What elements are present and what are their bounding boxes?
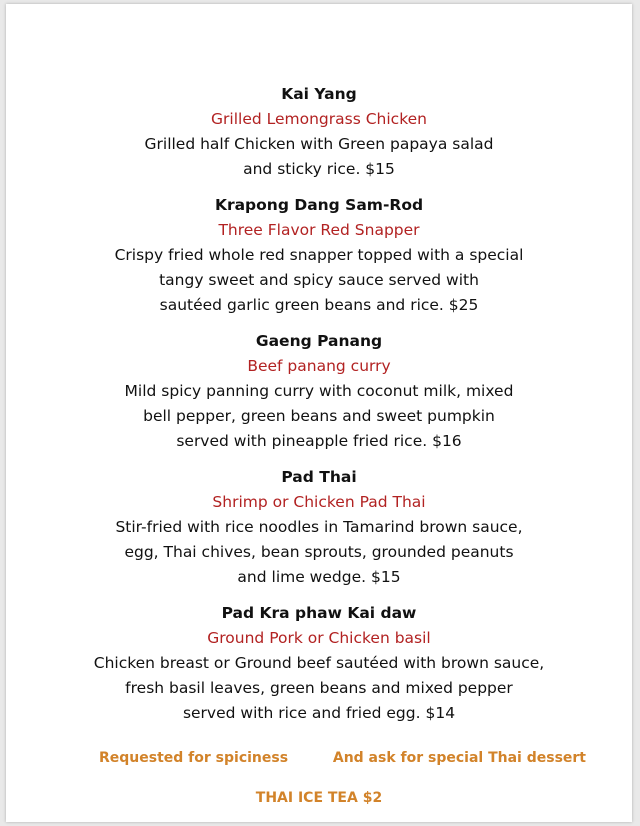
item-subtitle: Beef panang curry — [247, 357, 391, 375]
item-description — [6, 651, 632, 726]
menu-item — [6, 329, 632, 454]
menu-list — [6, 82, 632, 737]
menu-item — [6, 465, 632, 590]
item-subtitle: Shrimp or Chicken Pad Thai — [212, 493, 426, 511]
item-name: Gaeng Panang — [255, 332, 383, 350]
item-description — [6, 243, 632, 318]
menu-page — [6, 4, 632, 822]
item-description-line: Chicken breast or Ground beef sautéed with brown sauce, — [93, 654, 545, 672]
item-description-line: and sticky rice. $15 — [243, 160, 395, 178]
item-description-line: Grilled half Chicken with Green papaya salad — [144, 135, 494, 153]
item-description — [6, 515, 632, 590]
item-description — [6, 132, 632, 182]
item-description-line: tangy sweet and spicy sauce served with — [159, 271, 479, 289]
item-description — [6, 379, 632, 454]
menu-item — [6, 193, 632, 318]
item-name: Krapong Dang Sam-Rod — [214, 196, 424, 214]
item-description-line: Mild spicy panning curry with coconut milk, mixed — [124, 382, 514, 400]
menu-item — [6, 82, 632, 182]
item-description-line: Stir-fried with rice noodles in Tamarind brown sauce, — [115, 518, 523, 536]
item-name: Pad Thai — [281, 468, 357, 486]
item-description-line: served with pineapple fried rice. $16 — [176, 432, 462, 450]
item-description-line: Crispy fried whole red snapper topped with a special — [114, 246, 524, 264]
item-description-line: bell pepper, green beans and sweet pumpkin — [143, 407, 495, 425]
item-description-line: fresh basil leaves, green beans and mixed pepper — [125, 679, 513, 697]
item-description-line: egg, Thai chives, bean sprouts, grounded peanuts — [124, 543, 514, 561]
item-name: Pad Kra phaw Kai daw — [221, 604, 417, 622]
item-description-line: sautéed garlic green beans and rice. $25 — [159, 296, 479, 314]
thai-ice-tea-note: THAI ICE TEA $2 — [255, 790, 383, 806]
menu-item — [6, 601, 632, 726]
item-subtitle: Three Flavor Red Snapper — [218, 221, 420, 239]
item-subtitle: Grilled Lemongrass Chicken — [211, 110, 427, 128]
item-name: Kai Yang — [281, 85, 357, 103]
item-description-line: and lime wedge. $15 — [237, 568, 401, 586]
dessert-note: And ask for special Thai dessert — [332, 750, 586, 766]
spiciness-note: Requested for spiciness — [99, 750, 289, 766]
footer-notes — [6, 746, 632, 770]
item-description-line: served with rice and fried egg. $14 — [182, 704, 456, 722]
item-subtitle: Ground Pork or Chicken basil — [207, 629, 431, 647]
